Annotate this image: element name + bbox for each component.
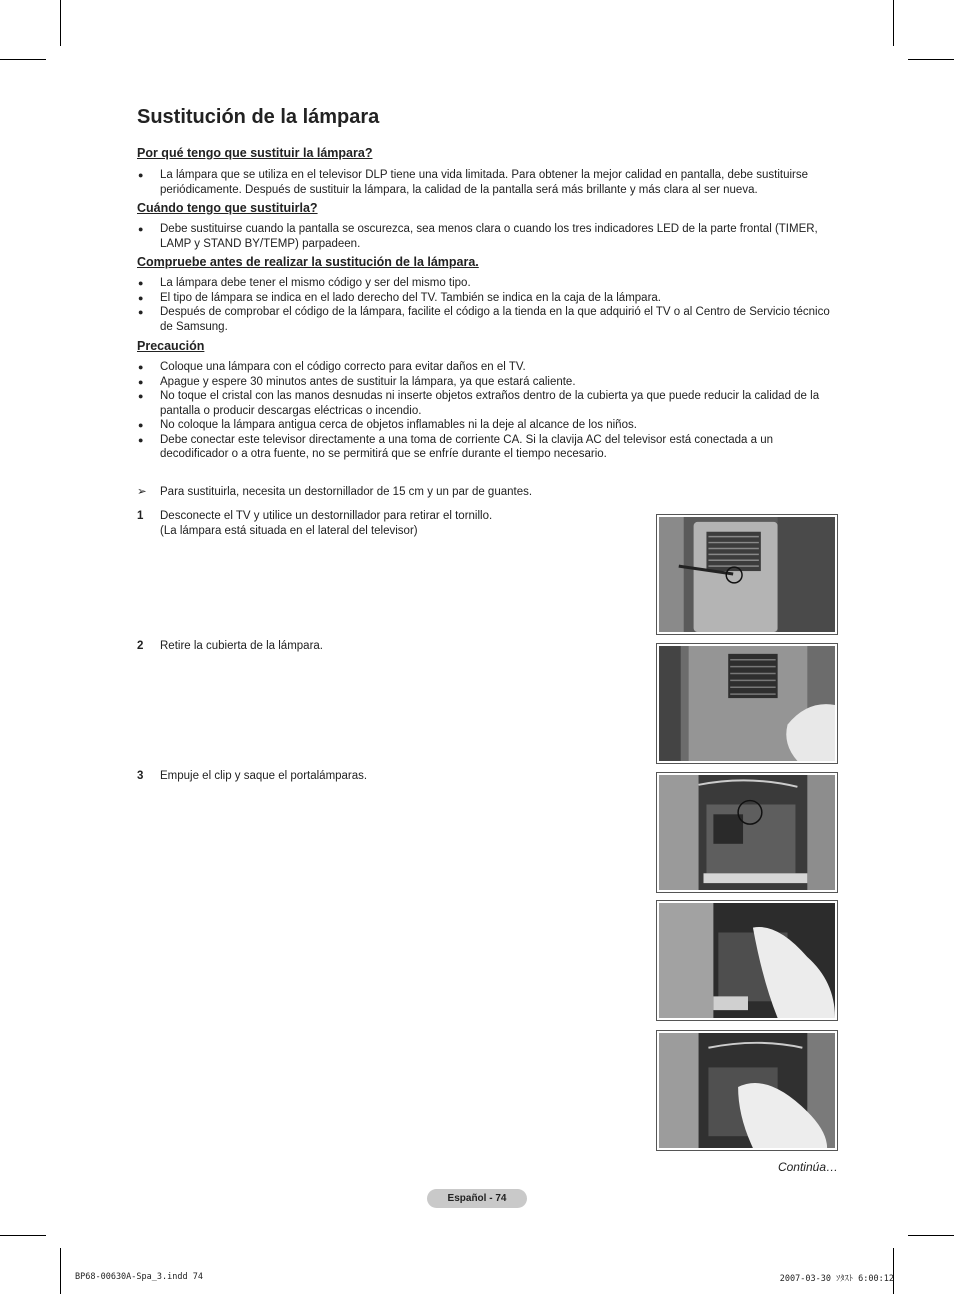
list-item: ● Apague y espere 30 minutos antes de sustituir la lámpara, ya que estará caliente.: [138, 375, 576, 388]
list-item: ● El tipo de lámpara se indica en el lado derecho del TV. También se indica en la caja de la lámpara.: [138, 291, 661, 304]
bullet-list-check: [137, 276, 842, 334]
step-text: Desconecte el TV y utilice un destornillador para retirar el tornillo.: [160, 510, 493, 522]
step-1: [137, 509, 492, 539]
list-item: ● Después de comprobar el código de la lámpara, facilite el código a la tienda en la que adquirió el TV o al Centro de Servicio técnico de Samsung.: [138, 306, 830, 333]
bullet-icon: ●: [138, 224, 144, 234]
photo-lift-holder: [656, 1030, 838, 1151]
page-title: Sustitución de la lámpara: [137, 106, 380, 128]
bullet-icon: ●: [138, 292, 144, 303]
bullet-icon: ●: [138, 278, 144, 288]
footer-file-info: BP68-00630A-Spa_3.indd 74: [75, 1272, 203, 1282]
crop-mark: [0, 1235, 46, 1236]
continues-label: Continúa…: [777, 1160, 838, 1174]
arrow-icon: ➢: [137, 486, 147, 498]
photo-remove-cover: [656, 643, 838, 764]
list-item: ● No toque el cristal con las manos desnudas ni inserte objetos extraños dentro de la cubierta ya que puede reducir la calidad de la pantalla o producir descargas eléctricas o incendio.: [138, 390, 820, 417]
bullet-icon: ●: [138, 362, 144, 372]
crop-mark: [893, 1248, 894, 1294]
tools-note: [137, 484, 532, 498]
crop-mark: [908, 1235, 954, 1236]
list-item: ● Debe sustituirse cuando la pantalla se oscurezca, sea menos clara o cuando los tres indicadores LED de la parte frontal (TIMER, LAMP y STAND BY/TEMP) parpadeen.: [138, 223, 818, 250]
photo-remove-screw: [656, 514, 838, 635]
bullet-list-caution: [137, 360, 842, 462]
bullet-list-why: [137, 168, 842, 197]
step-number: 2: [137, 640, 144, 652]
list-item: ● Coloque una lámpara con el código correcto para evitar daños en el TV.: [138, 361, 526, 373]
step-2: [137, 639, 323, 654]
step-3: [137, 769, 367, 784]
list-item: ● La lámpara debe tener el mismo código y ser del mismo tipo.: [138, 277, 471, 289]
crop-mark: [60, 1248, 61, 1294]
crop-mark: [908, 59, 954, 60]
section-heading-caution: Precaución: [137, 339, 205, 353]
photo-pull-holder: [656, 900, 838, 1021]
section-heading-check: Compruebe antes de realizar la sustitución de la lámpara.: [137, 255, 479, 269]
photo-push-clip: [656, 772, 838, 893]
bullet-icon: ●: [138, 376, 144, 387]
footer-timestamp: 2007-03-30 ｿﾀｽﾄ 6:00:12: [779, 1274, 894, 1284]
crop-mark: [60, 0, 61, 46]
list-item: ● No coloque la lámpara antigua cerca de objetos inflamables ni la deje al alcance de los niños.: [138, 419, 637, 431]
step-text: Retire la cubierta de la lámpara.: [160, 640, 323, 652]
page-number-badge: Español - 74: [427, 1189, 527, 1208]
step-number: 3: [137, 770, 144, 782]
list-item: ● Debe conectar este televisor directamente a una toma de corriente CA. Si la clavija AC del televisor está conectada a un decodificador o a otra fuente, no se permitirá que se enfríe durante el tiempo necesario.: [138, 433, 774, 460]
bullet-icon: ●: [138, 170, 144, 180]
step-number: 1: [137, 510, 144, 522]
note-text: Para sustituirla, necesita un destornillador de 15 cm y un par de guantes.: [160, 486, 533, 498]
step-subtext: (La lámpara está situada en el lateral del televisor): [160, 525, 418, 537]
list-item: ● La lámpara que se utiliza en el televisor DLP tiene una vida limitada. Para obtener la mejor calidad en pantalla, debe sustituirse periódicamente. Después de sustituir la lámpara, la calidad de la pantalla será más brillante y más clara al ser nueva.: [138, 169, 809, 196]
crop-mark: [0, 59, 46, 60]
step-text: Empuje el clip y saque el portalámparas.: [160, 770, 368, 782]
section-heading-why: Por qué tengo que sustituir la lámpara?: [137, 146, 373, 160]
bullet-icon: ●: [138, 391, 144, 401]
bullet-icon: ●: [138, 307, 144, 317]
bullet-list-when: [137, 222, 842, 251]
bullet-icon: ●: [138, 420, 144, 430]
crop-mark: [893, 0, 894, 46]
bullet-icon: ●: [138, 434, 144, 445]
section-heading-when: Cuándo tengo que sustituirla?: [137, 201, 318, 215]
